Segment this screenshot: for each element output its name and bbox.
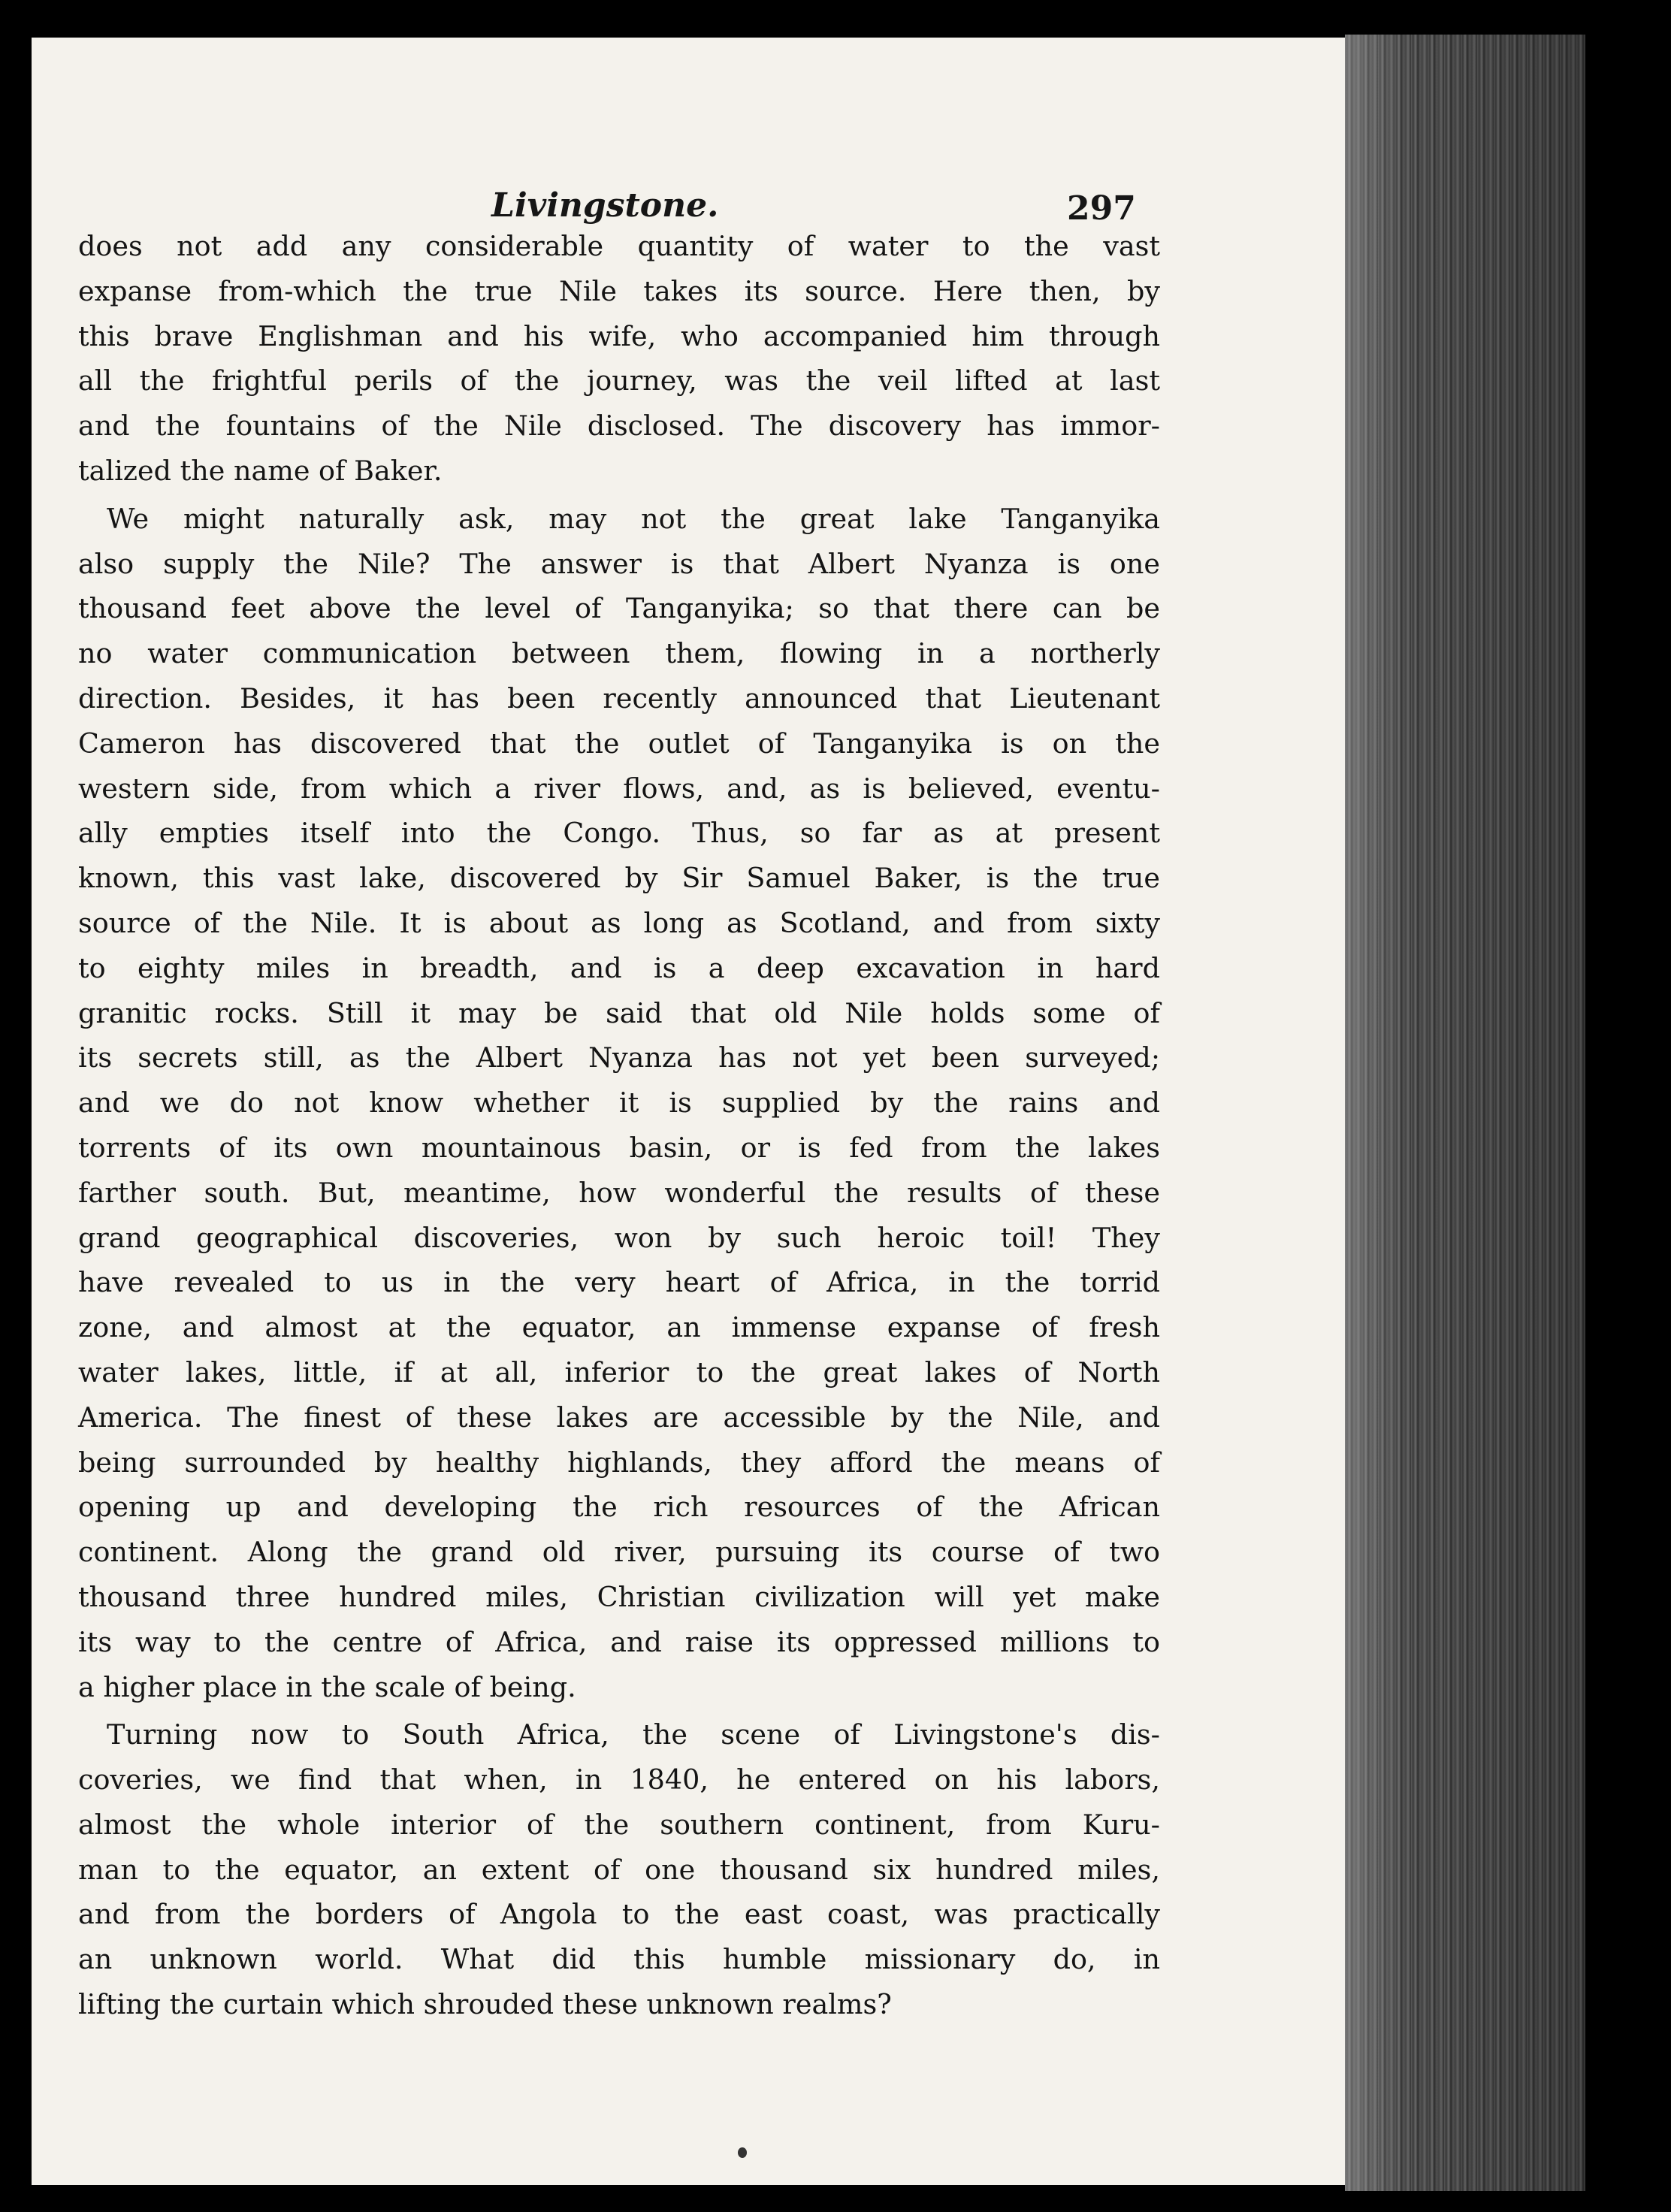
text-line: its way to the centre of Africa, and raise its oppressed millions to [78, 1625, 1160, 1658]
text-line: western side, from which a river flows, and, as is believed, eventu- [78, 772, 1160, 805]
text-line: thousand feet above the level of Tanganyika; so that there can be [78, 592, 1160, 625]
text-line: talized the name of Baker. [78, 454, 443, 487]
paragraph [78, 224, 1160, 494]
text-line: expanse from-which the true Nile takes its source. Here then, by [78, 274, 1160, 307]
text-line: to eighty miles in breadth, and is a deep excavation in hard [78, 951, 1160, 984]
page-header [32, 156, 1361, 228]
ink-speck [738, 2147, 747, 2158]
text-line: an unknown world. What did this humble missionary do, in [78, 1943, 1160, 1976]
text-line: almost the whole interior of the southern continent, from Kuru- [78, 1808, 1160, 1841]
body-text [78, 224, 1160, 2030]
text-line: a higher place in the scale of being. [78, 1670, 576, 1703]
text-line: ally empties itself into the Congo. Thus, so far as at present [78, 817, 1160, 850]
text-line: grand geographical discoveries, won by such heroic toil! They [78, 1221, 1160, 1254]
text-line: lifting the curtain which shrouded these unknown realms? [78, 1988, 892, 2021]
text-line: all the frightful perils of the journey, was the veil lifted at last [78, 364, 1160, 397]
text-line: Cameron has discovered that the outlet of Tanganyika is on the [78, 727, 1160, 760]
text-line: and from the borders of Angola to the east coast, was practically [78, 1898, 1160, 1931]
book-page [32, 38, 1361, 2185]
text-line: known, this vast lake, discovered by Sir Samuel Baker, is the true [78, 862, 1160, 895]
text-line: man to the equator, an extent of one thousand six hundred miles, [78, 1853, 1160, 1886]
text-line: torrents of its own mountainous basin, or is fed from the lakes [78, 1131, 1160, 1164]
text-line: America. The finest of these lakes are accessible by the Nile, and [78, 1401, 1160, 1434]
text-line: Turning now to South Africa, the scene of Livingstone's dis- [107, 1718, 1160, 1751]
paragraph [78, 497, 1160, 1710]
page-stack-shade [1345, 35, 1585, 2191]
text-line: thousand three hundred miles, Christian civilization will yet make [78, 1580, 1160, 1613]
page-number: 297 [1067, 189, 1136, 228]
text-line: no water communication between them, flowing in a northerly [78, 637, 1160, 670]
text-line: source of the Nile. It is about as long as Scotland, and from sixty [78, 906, 1160, 939]
text-line: and the fountains of the Nile disclosed. The discovery has immor- [78, 409, 1160, 443]
text-line: We might naturally ask, may not the great lake Tanganyika [107, 502, 1160, 535]
text-line: opening up and developing the rich resources of the African [78, 1491, 1160, 1524]
text-line: does not add any considerable quantity of water to the vast [78, 230, 1160, 262]
text-line: being surrounded by healthy highlands, they afford the means of [78, 1446, 1160, 1479]
book-spine [1585, 0, 1671, 2212]
running-head: Livingstone. [491, 186, 719, 225]
paragraph [78, 1712, 1160, 2027]
text-line: direction. Besides, it has been recently announced that Lieutenant [78, 681, 1160, 715]
text-line: and we do not know whether it is supplied by the rains and [78, 1086, 1160, 1120]
text-line: water lakes, little, if at all, inferior to the great lakes of North [78, 1355, 1160, 1389]
text-line: its secrets still, as the Albert Nyanza has not yet been surveyed; [78, 1041, 1160, 1074]
text-line: coveries, we find that when, in 1840, he entered on his labors, [78, 1763, 1160, 1796]
text-line: continent. Along the grand old river, pursuing its course of two [78, 1536, 1160, 1569]
text-line: this brave Englishman and his wife, who accompanied him through [78, 319, 1160, 352]
text-line: also supply the Nile? The answer is that Albert Nyanza is one [78, 547, 1160, 580]
text-line: zone, and almost at the equator, an immense expanse of fresh [78, 1311, 1160, 1344]
text-line: farther south. But, meantime, how wonderful the results of these [78, 1176, 1160, 1209]
text-line: have revealed to us in the very heart of Africa, in the torrid [78, 1266, 1160, 1299]
text-line: granitic rocks. Still it may be said that old Nile holds some of [78, 996, 1160, 1029]
